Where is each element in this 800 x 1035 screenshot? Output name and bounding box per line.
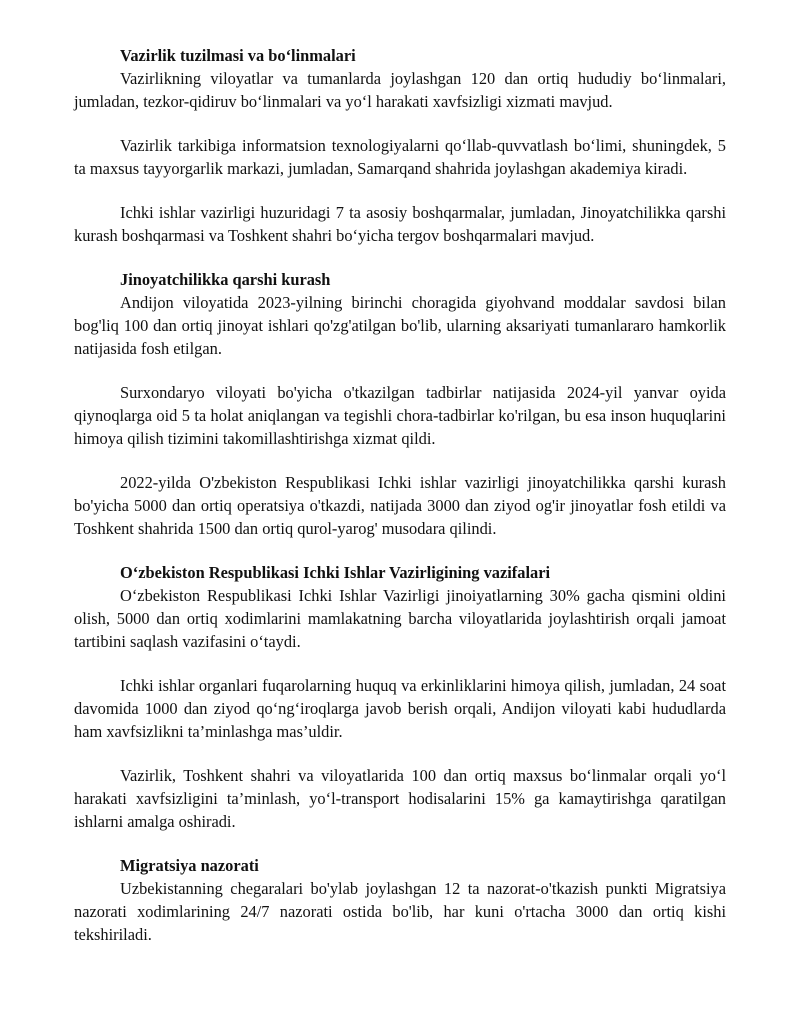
section-heading: O‘zbekiston Respublikasi Ichki Ishlar Vazirligining vazifalari: [120, 563, 551, 582]
section-structure: [74, 44, 726, 247]
section-heading: Vazirlik tuzilmasi va bo‘linmalari: [120, 46, 356, 65]
paragraph: Andijon viloyatida 2023-yilning birinchi choragida giyohvand moddalar savdosi bilan bog'liq 100 dan ortiq jinoyat ishlari qo'zg'atilgan bo'lib, ularning aksariyati tumanlararo hamkorlik natijasida fosh etilgan.: [74, 293, 726, 358]
paragraph: Vazirlik tarkibiga informatsion texnologiyalarni qo‘llab-quvvatlash bo‘limi, shuningdek, 5 ta maxsus tayyorgarlik markazi, jumladan, Samarqand shahrida joylashgan akademiya kiradi.: [74, 136, 726, 178]
section-heading: Jinoyatchilikka qarshi kurash: [120, 270, 331, 289]
paragraph: Surxondaryo viloyati bo'yicha o'tkazilgan tadbirlar natijasida 2024-yil yanvar oyida qiynoqlarga oid 5 ta holat aniqlangan va tegishli chora-tadbirlar ko'rilgan, bu esa inson huquqlarini himoya qilish tizimini takomillashtirishga xizmat qildi.: [74, 383, 726, 448]
section-heading: Migratsiya nazorati: [120, 856, 259, 875]
paragraph: Ichki ishlar organlari fuqarolarning huquq va erkinliklarini himoya qilish, jumladan, 24 soat davomida 1000 dan ziyod qo‘ng‘iroqlarga javob berish orqali, Andijon viloyati kabi hududlarda ham xavfsizlikni ta’minlashga mas’uldir.: [74, 676, 726, 741]
paragraph: 2022-yilda O'zbekiston Respublikasi Ichki ishlar vazirligi jinoyatchilikka qarshi kurash bo'yicha 5000 dan ortiq operatsiya o'tkazdi, natijada 3000 dan ziyod og'ir jinoyatlar fosh etildi va Toshkent shahrida 1500 dan ortiq qurol-yarog' musodara qilindi.: [74, 473, 726, 538]
paragraph: Ichki ishlar vazirligi huzuridagi 7 ta asosiy boshqarmalar, jumladan, Jinoyatchilikka qarshi kurash boshqarmasi va Toshkent shahri bo‘yicha tergov boshqarmalari mavjud.: [74, 203, 726, 245]
paragraph: Vazirlikning viloyatlar va tumanlarda joylashgan 120 dan ortiq hududiy bo‘linmalari, jumladan, tezkor-qidiruv bo‘linmalari va yo‘l harakati xavfsizligi xizmati mavjud.: [74, 69, 726, 111]
paragraph: O‘zbekiston Respublikasi Ichki Ishlar Vazirligi jinoiyatlarning 30% gacha qismini oldini olish, 5000 dan ortiq xodimlarini mamlakatning barcha viloyatlarida joylashtirish orqali jamoat tartibini saqlash vazifasini o‘taydi.: [74, 586, 726, 651]
paragraph: Vazirlik, Toshkent shahri va viloyatlarida 100 dan ortiq maxsus bo‘linmalar orqali yo‘l harakati xavfsizligini ta’minlash, yo‘l-transport hodisalarini 15% ga kamaytirishga qaratilgan ishlarni amalga oshiradi.: [74, 766, 726, 831]
section-migration-control: [74, 854, 726, 946]
section-ministry-tasks: [74, 561, 726, 833]
section-crime-fighting: [74, 268, 726, 540]
paragraph: Uzbekistanning chegaralari bo'ylab joylashgan 12 ta nazorat-o'tkazish punkti Migratsiya nazorati xodimlarining 24/7 nazorati ostida bo'lib, har kuni o'rtacha 3000 dan ortiq kishi tekshiriladi.: [74, 879, 726, 944]
